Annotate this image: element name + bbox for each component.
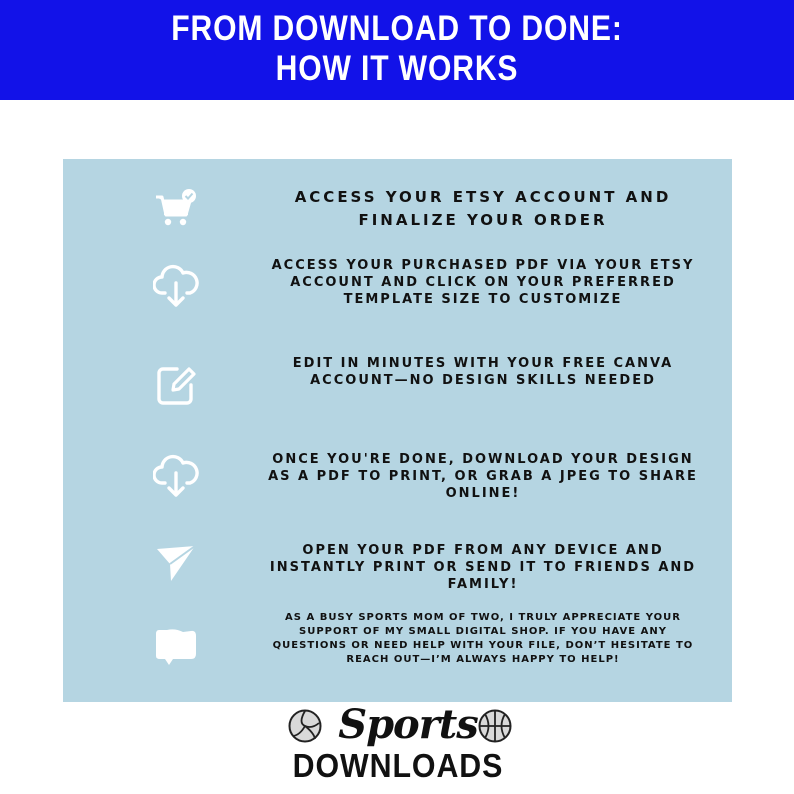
- send-icon: [153, 541, 199, 587]
- step-2-text: ACCESS YOUR PURCHASED PDF VIA YOUR ETSY ACCOUNT AND CLICK ON YOUR PREFERRED TEMPLATE SIZE TO CUSTOMIZE: [271, 258, 695, 307]
- sports-downloads-logo: [278, 703, 518, 793]
- steps-panel: [63, 159, 732, 702]
- speech-bubble-icon: [153, 624, 199, 670]
- header-title-line1: FROM DOWNLOAD TO DONE:: [171, 9, 623, 48]
- logo-word-downloads: DOWNLOADS: [292, 747, 504, 784]
- cloud-download-icon: [153, 453, 199, 499]
- step-1-text: ACCESS YOUR ETSY ACCOUNT AND FINALIZE YOUR ORDER: [294, 188, 672, 229]
- step-3-text: EDIT IN MINUTES WITH YOUR FREE CANVA ACCOUNT—NO DESIGN SKILLS NEEDED: [292, 356, 674, 388]
- step-6-text: AS A BUSY SPORTS MOM OF TWO, I TRULY APPRECIATE YOUR SUPPORT OF MY SMALL DIGITAL SHOP. IF YOU HAVE ANY QUESTIONS OR NEED HELP WITH YOUR FILE, DON’T HESITATE TO REACH OUT—I’M ALWAYS HAPPY TO HELP!: [272, 612, 694, 665]
- basketball-icon: [478, 709, 512, 743]
- volleyball-icon: [288, 709, 322, 743]
- edit-icon: [153, 363, 199, 409]
- header-title-line2: HOW IT WORKS: [275, 49, 519, 88]
- header-banner: [0, 0, 794, 100]
- cloud-download-icon: [153, 263, 199, 309]
- logo-word-sports: Sports: [338, 701, 478, 748]
- step-4-text: ONCE YOU'RE DONE, DOWNLOAD YOUR DESIGN AS A PDF TO PRINT, OR GRAB A JPEG TO SHARE ONLINE!: [268, 452, 698, 501]
- step-5-text: OPEN YOUR PDF FROM ANY DEVICE AND INSTANTLY PRINT OR SEND IT TO FRIENDS AND FAMILY!: [269, 543, 697, 592]
- cart-check-icon: [153, 187, 199, 233]
